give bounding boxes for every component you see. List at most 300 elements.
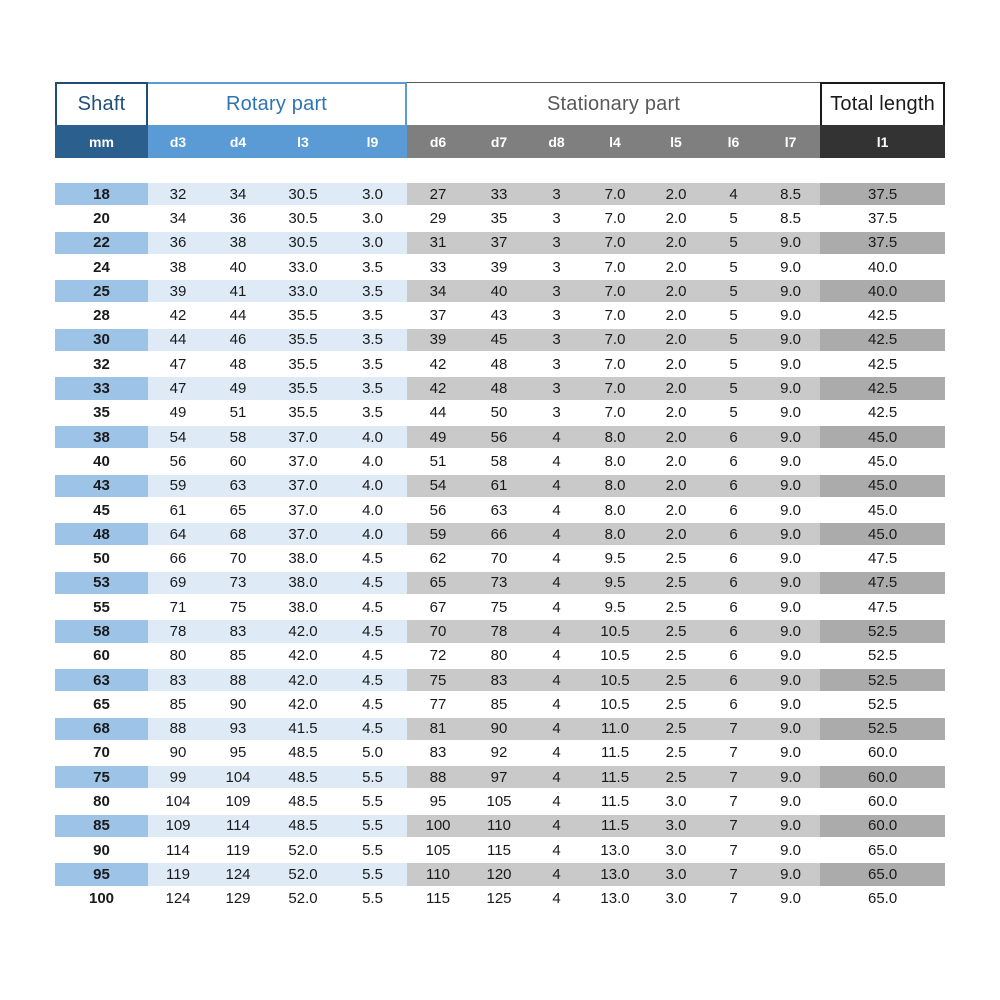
stationary-value-cell: 7.0 (584, 304, 646, 328)
rotary-value-cell: 38.0 (268, 596, 338, 620)
stationary-value-cell: 9.0 (761, 426, 820, 450)
total-length-cell: 52.5 (820, 693, 945, 717)
rotary-value-cell: 61 (148, 499, 208, 523)
stationary-value-cell: 27 (407, 183, 469, 207)
stationary-value-cell: 6 (706, 596, 761, 620)
rotary-value-cell: 5.0 (338, 742, 407, 766)
rotary-value-cell: 35.5 (268, 377, 338, 401)
rotary-value-cell: 41 (208, 280, 268, 304)
rotary-value-cell: 114 (208, 815, 268, 839)
rotary-value-cell: 47 (148, 377, 208, 401)
stationary-value-cell: 43 (469, 304, 529, 328)
stationary-value-cell: 92 (469, 742, 529, 766)
rotary-value-cell: 124 (148, 888, 208, 912)
stationary-value-cell: 6 (706, 620, 761, 644)
rotary-value-cell: 52.0 (268, 839, 338, 863)
rotary-value-cell: 109 (208, 790, 268, 814)
stationary-value-cell: 4 (529, 499, 584, 523)
rotary-value-cell: 56 (148, 450, 208, 474)
total-length-cell: 47.5 (820, 547, 945, 571)
table-row (55, 863, 945, 887)
stationary-value-cell: 6 (706, 426, 761, 450)
rotary-value-cell: 3.5 (338, 280, 407, 304)
stationary-value-cell: 9.0 (761, 693, 820, 717)
rotary-value-cell: 5.5 (338, 766, 407, 790)
rotary-value-cell: 70 (208, 547, 268, 571)
table-row (55, 499, 945, 523)
stationary-value-cell: 7.0 (584, 183, 646, 207)
total-length-cell: 42.5 (820, 377, 945, 401)
rotary-value-cell: 90 (148, 742, 208, 766)
total-length-cell: 40.0 (820, 256, 945, 280)
rotary-value-cell: 4.0 (338, 450, 407, 474)
stationary-value-cell: 3 (529, 304, 584, 328)
rotary-value-cell: 4.5 (338, 620, 407, 644)
stationary-value-cell: 59 (407, 523, 469, 547)
shaft-size-cell: 22 (55, 232, 148, 256)
rotary-value-cell: 37.0 (268, 499, 338, 523)
rotary-value-cell: 5.5 (338, 790, 407, 814)
stationary-value-cell: 6 (706, 669, 761, 693)
subheader-l9: l9 (338, 125, 407, 158)
stationary-value-cell: 9.0 (761, 572, 820, 596)
stationary-value-cell: 2.0 (646, 207, 706, 231)
stationary-value-cell: 2.0 (646, 232, 706, 256)
stationary-value-cell: 13.0 (584, 888, 646, 912)
rotary-value-cell: 104 (208, 766, 268, 790)
stationary-value-cell: 9.0 (761, 523, 820, 547)
rotary-value-cell: 42.0 (268, 693, 338, 717)
stationary-value-cell: 75 (469, 596, 529, 620)
stationary-value-cell: 51 (407, 450, 469, 474)
stationary-value-cell: 2.5 (646, 718, 706, 742)
rotary-value-cell: 3.5 (338, 256, 407, 280)
shaft-size-cell: 60 (55, 645, 148, 669)
table-row (55, 475, 945, 499)
rotary-value-cell: 3.5 (338, 353, 407, 377)
stationary-value-cell: 2.0 (646, 402, 706, 426)
stationary-value-cell: 9.5 (584, 572, 646, 596)
shaft-size-cell: 33 (55, 377, 148, 401)
rotary-value-cell: 42.0 (268, 620, 338, 644)
stationary-value-cell: 72 (407, 645, 469, 669)
total-length-cell: 60.0 (820, 790, 945, 814)
subheader-d8: d8 (529, 125, 584, 158)
stationary-value-cell: 2.5 (646, 669, 706, 693)
table-row (55, 353, 945, 377)
stationary-value-cell: 9.0 (761, 402, 820, 426)
stationary-value-cell: 5 (706, 402, 761, 426)
rotary-value-cell: 4.0 (338, 426, 407, 450)
rotary-value-cell: 3.5 (338, 304, 407, 328)
rotary-value-cell: 59 (148, 475, 208, 499)
stationary-value-cell: 56 (469, 426, 529, 450)
stationary-value-cell: 31 (407, 232, 469, 256)
rotary-value-cell: 73 (208, 572, 268, 596)
subheader-l5: l5 (646, 125, 706, 158)
total-length-cell: 42.5 (820, 304, 945, 328)
stationary-value-cell: 4 (529, 766, 584, 790)
total-length-cell: 65.0 (820, 888, 945, 912)
stationary-value-cell: 115 (407, 888, 469, 912)
stationary-value-cell: 37 (469, 232, 529, 256)
stationary-value-cell: 4 (706, 183, 761, 207)
stationary-value-cell: 5 (706, 232, 761, 256)
subheader-l1: l1 (820, 125, 945, 158)
stationary-value-cell: 2.5 (646, 572, 706, 596)
stationary-value-cell: 4 (529, 547, 584, 571)
rotary-value-cell: 65 (208, 499, 268, 523)
rotary-value-cell: 48 (208, 353, 268, 377)
rotary-value-cell: 3.5 (338, 402, 407, 426)
rotary-value-cell: 48.5 (268, 742, 338, 766)
stationary-value-cell: 8.0 (584, 450, 646, 474)
stationary-value-cell: 11.5 (584, 790, 646, 814)
rotary-value-cell: 39 (148, 280, 208, 304)
rotary-value-cell: 5.5 (338, 863, 407, 887)
stationary-value-cell: 4 (529, 693, 584, 717)
stationary-value-cell: 7.0 (584, 207, 646, 231)
stationary-value-cell: 3 (529, 232, 584, 256)
stationary-value-cell: 6 (706, 572, 761, 596)
rotary-value-cell: 35.5 (268, 329, 338, 353)
stationary-value-cell: 2.0 (646, 426, 706, 450)
stationary-value-cell: 34 (407, 280, 469, 304)
rotary-value-cell: 3.5 (338, 377, 407, 401)
stationary-value-cell: 73 (469, 572, 529, 596)
stationary-value-cell: 13.0 (584, 839, 646, 863)
table-row (55, 742, 945, 766)
rotary-value-cell: 3.5 (338, 329, 407, 353)
subheader-l3: l3 (268, 125, 338, 158)
rotary-value-cell: 32 (148, 183, 208, 207)
rotary-value-cell: 30.5 (268, 232, 338, 256)
stationary-value-cell: 4 (529, 888, 584, 912)
stationary-value-cell: 80 (469, 645, 529, 669)
table-row (55, 572, 945, 596)
stationary-value-cell: 2.0 (646, 304, 706, 328)
stationary-value-cell: 88 (407, 766, 469, 790)
table-body (55, 183, 945, 912)
table-row (55, 766, 945, 790)
total-length-cell: 65.0 (820, 839, 945, 863)
table-row (55, 450, 945, 474)
stationary-value-cell: 7 (706, 888, 761, 912)
stationary-value-cell: 35 (469, 207, 529, 231)
stationary-value-cell: 9.0 (761, 620, 820, 644)
stationary-value-cell: 70 (407, 620, 469, 644)
rotary-value-cell: 5.5 (338, 815, 407, 839)
rotary-value-cell: 60 (208, 450, 268, 474)
rotary-value-cell: 69 (148, 572, 208, 596)
stationary-value-cell: 4 (529, 475, 584, 499)
rotary-value-cell: 30.5 (268, 183, 338, 207)
stationary-value-cell: 4 (529, 815, 584, 839)
stationary-value-cell: 11.5 (584, 815, 646, 839)
shaft-size-cell: 75 (55, 766, 148, 790)
stationary-value-cell: 29 (407, 207, 469, 231)
shaft-size-cell: 90 (55, 839, 148, 863)
rotary-value-cell: 4.5 (338, 669, 407, 693)
stationary-value-cell: 7 (706, 766, 761, 790)
subheader-row (55, 125, 945, 158)
total-length-cell: 45.0 (820, 499, 945, 523)
rotary-value-cell: 37.0 (268, 475, 338, 499)
total-length-cell: 52.5 (820, 718, 945, 742)
stationary-value-cell: 2.0 (646, 256, 706, 280)
rotary-value-cell: 38.0 (268, 547, 338, 571)
stationary-value-cell: 120 (469, 863, 529, 887)
stationary-value-cell: 2.0 (646, 353, 706, 377)
stationary-value-cell: 9.0 (761, 353, 820, 377)
rotary-value-cell: 71 (148, 596, 208, 620)
stationary-value-cell: 115 (469, 839, 529, 863)
shaft-size-cell: 38 (55, 426, 148, 450)
total-length-cell: 60.0 (820, 742, 945, 766)
spacer-row (55, 158, 945, 183)
subheader-d4: d4 (208, 125, 268, 158)
rotary-value-cell: 42 (148, 304, 208, 328)
rotary-value-cell: 4.0 (338, 523, 407, 547)
stationary-value-cell: 3 (529, 207, 584, 231)
rotary-value-cell: 78 (148, 620, 208, 644)
stationary-value-cell: 9.0 (761, 669, 820, 693)
rotary-value-cell: 41.5 (268, 718, 338, 742)
stationary-value-cell: 9.0 (761, 718, 820, 742)
stationary-value-cell: 4 (529, 839, 584, 863)
rotary-value-cell: 44 (148, 329, 208, 353)
stationary-value-cell: 9.0 (761, 475, 820, 499)
stationary-value-cell: 4 (529, 790, 584, 814)
stationary-value-cell: 9.0 (761, 790, 820, 814)
stationary-value-cell: 85 (469, 693, 529, 717)
shaft-size-cell: 18 (55, 183, 148, 207)
total-length-cell: 52.5 (820, 669, 945, 693)
stationary-value-cell: 9.0 (761, 645, 820, 669)
stationary-value-cell: 4 (529, 645, 584, 669)
header-group-rotary: Rotary part (148, 82, 407, 125)
rotary-value-cell: 40 (208, 256, 268, 280)
stationary-value-cell: 4 (529, 596, 584, 620)
rotary-value-cell: 35.5 (268, 402, 338, 426)
rotary-value-cell: 3.0 (338, 232, 407, 256)
stationary-value-cell: 39 (469, 256, 529, 280)
stationary-value-cell: 7 (706, 839, 761, 863)
table-row (55, 547, 945, 571)
rotary-value-cell: 4.5 (338, 547, 407, 571)
shaft-size-cell: 45 (55, 499, 148, 523)
stationary-value-cell: 67 (407, 596, 469, 620)
stationary-value-cell: 9.0 (761, 304, 820, 328)
rotary-value-cell: 95 (208, 742, 268, 766)
stationary-value-cell: 9.0 (761, 766, 820, 790)
stationary-value-cell: 13.0 (584, 863, 646, 887)
table-row (55, 718, 945, 742)
table-row (55, 304, 945, 328)
stationary-value-cell: 3.0 (646, 790, 706, 814)
rotary-value-cell: 48.5 (268, 815, 338, 839)
total-length-cell: 37.5 (820, 183, 945, 207)
shaft-seal-spec-table (55, 82, 945, 912)
subheader-d6: d6 (407, 125, 469, 158)
table-row (55, 839, 945, 863)
shaft-size-cell: 70 (55, 742, 148, 766)
stationary-value-cell: 97 (469, 766, 529, 790)
stationary-value-cell: 3 (529, 280, 584, 304)
stationary-value-cell: 7.0 (584, 280, 646, 304)
stationary-value-cell: 2.0 (646, 499, 706, 523)
table-row (55, 402, 945, 426)
stationary-value-cell: 7.0 (584, 353, 646, 377)
stationary-value-cell: 2.5 (646, 766, 706, 790)
stationary-value-cell: 5 (706, 353, 761, 377)
rotary-value-cell: 124 (208, 863, 268, 887)
stationary-value-cell: 5 (706, 329, 761, 353)
total-length-cell: 37.5 (820, 232, 945, 256)
stationary-value-cell: 100 (407, 815, 469, 839)
stationary-value-cell: 3 (529, 353, 584, 377)
rotary-value-cell: 119 (208, 839, 268, 863)
stationary-value-cell: 2.0 (646, 377, 706, 401)
rotary-value-cell: 52.0 (268, 888, 338, 912)
stationary-value-cell: 3 (529, 329, 584, 353)
rotary-value-cell: 85 (148, 693, 208, 717)
rotary-value-cell: 3.0 (338, 183, 407, 207)
rotary-value-cell: 51 (208, 402, 268, 426)
stationary-value-cell: 61 (469, 475, 529, 499)
stationary-value-cell: 42 (407, 377, 469, 401)
rotary-value-cell: 49 (208, 377, 268, 401)
stationary-value-cell: 3.0 (646, 839, 706, 863)
stationary-value-cell: 63 (469, 499, 529, 523)
subheader-d3: d3 (148, 125, 208, 158)
rotary-value-cell: 66 (148, 547, 208, 571)
stationary-value-cell: 8.5 (761, 183, 820, 207)
stationary-value-cell: 3 (529, 377, 584, 401)
stationary-value-cell: 9.0 (761, 888, 820, 912)
rotary-value-cell: 64 (148, 523, 208, 547)
table-row (55, 815, 945, 839)
stationary-value-cell: 2.0 (646, 280, 706, 304)
stationary-value-cell: 11.5 (584, 742, 646, 766)
stationary-value-cell: 8.5 (761, 207, 820, 231)
rotary-value-cell: 4.0 (338, 475, 407, 499)
stationary-value-cell: 4 (529, 572, 584, 596)
shaft-size-cell: 24 (55, 256, 148, 280)
stationary-value-cell: 9.0 (761, 450, 820, 474)
stationary-value-cell: 8.0 (584, 426, 646, 450)
stationary-value-cell: 56 (407, 499, 469, 523)
stationary-value-cell: 37 (407, 304, 469, 328)
stationary-value-cell: 65 (407, 572, 469, 596)
total-length-cell: 47.5 (820, 596, 945, 620)
table-row (55, 790, 945, 814)
total-length-cell: 60.0 (820, 815, 945, 839)
rotary-value-cell: 109 (148, 815, 208, 839)
stationary-value-cell: 4 (529, 718, 584, 742)
stationary-value-cell: 11.5 (584, 766, 646, 790)
total-length-cell: 42.5 (820, 329, 945, 353)
stationary-value-cell: 33 (407, 256, 469, 280)
stationary-value-cell: 7 (706, 815, 761, 839)
rotary-value-cell: 34 (208, 183, 268, 207)
rotary-value-cell: 4.5 (338, 693, 407, 717)
stationary-value-cell: 4 (529, 523, 584, 547)
rotary-value-cell: 42.0 (268, 669, 338, 693)
rotary-value-cell: 63 (208, 475, 268, 499)
stationary-value-cell: 2.5 (646, 620, 706, 644)
rotary-value-cell: 5.5 (338, 888, 407, 912)
rotary-value-cell: 83 (148, 669, 208, 693)
spacer-cell (55, 158, 945, 183)
stationary-value-cell: 7.0 (584, 232, 646, 256)
stationary-value-cell: 6 (706, 450, 761, 474)
stationary-value-cell: 5 (706, 207, 761, 231)
rotary-value-cell: 35.5 (268, 353, 338, 377)
rotary-value-cell: 114 (148, 839, 208, 863)
stationary-value-cell: 110 (469, 815, 529, 839)
stationary-value-cell: 6 (706, 499, 761, 523)
stationary-value-cell: 7.0 (584, 402, 646, 426)
total-length-cell: 45.0 (820, 426, 945, 450)
stationary-value-cell: 9.0 (761, 863, 820, 887)
rotary-value-cell: 44 (208, 304, 268, 328)
rotary-value-cell: 4.5 (338, 645, 407, 669)
stationary-value-cell: 90 (469, 718, 529, 742)
total-length-cell: 60.0 (820, 766, 945, 790)
stationary-value-cell: 3.0 (646, 888, 706, 912)
stationary-value-cell: 44 (407, 402, 469, 426)
table-row (55, 426, 945, 450)
rotary-value-cell: 90 (208, 693, 268, 717)
total-length-cell: 42.5 (820, 402, 945, 426)
stationary-value-cell: 54 (407, 475, 469, 499)
stationary-value-cell: 77 (407, 693, 469, 717)
stationary-value-cell: 9.0 (761, 839, 820, 863)
header-group-shaft: Shaft (55, 82, 148, 125)
total-length-cell: 37.5 (820, 207, 945, 231)
shaft-size-cell: 50 (55, 547, 148, 571)
shaft-size-cell: 68 (55, 718, 148, 742)
rotary-value-cell: 4.5 (338, 572, 407, 596)
total-length-cell: 52.5 (820, 620, 945, 644)
rotary-value-cell: 4.5 (338, 718, 407, 742)
stationary-value-cell: 81 (407, 718, 469, 742)
total-length-cell: 52.5 (820, 645, 945, 669)
stationary-value-cell: 2.5 (646, 742, 706, 766)
header-group-row (55, 82, 945, 125)
rotary-value-cell: 38.0 (268, 572, 338, 596)
subheader-l7: l7 (761, 125, 820, 158)
stationary-value-cell: 39 (407, 329, 469, 353)
table-row (55, 523, 945, 547)
stationary-value-cell: 7.0 (584, 256, 646, 280)
shaft-size-cell: 40 (55, 450, 148, 474)
stationary-value-cell: 6 (706, 523, 761, 547)
rotary-value-cell: 33.0 (268, 256, 338, 280)
rotary-value-cell: 52.0 (268, 863, 338, 887)
stationary-value-cell: 4 (529, 669, 584, 693)
stationary-value-cell: 9.0 (761, 377, 820, 401)
rotary-value-cell: 104 (148, 790, 208, 814)
rotary-value-cell: 99 (148, 766, 208, 790)
shaft-size-cell: 28 (55, 304, 148, 328)
rotary-value-cell: 30.5 (268, 207, 338, 231)
header-group-stationary: Stationary part (407, 82, 820, 125)
stationary-value-cell: 48 (469, 353, 529, 377)
subheader-l4: l4 (584, 125, 646, 158)
stationary-value-cell: 105 (407, 839, 469, 863)
